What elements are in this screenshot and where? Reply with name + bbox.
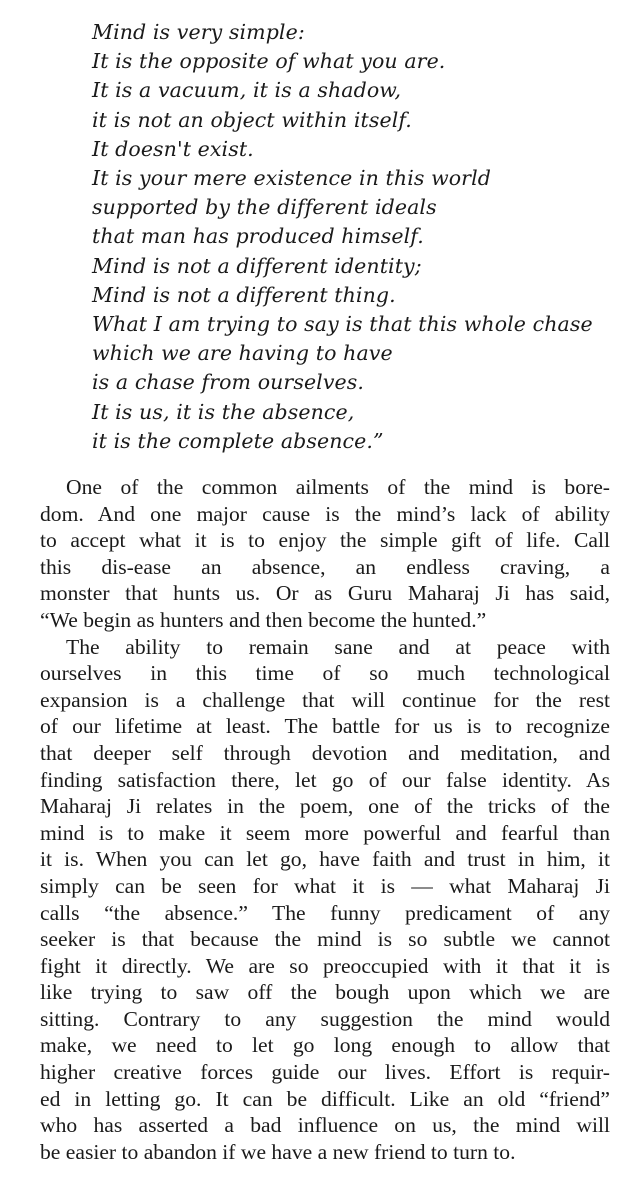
poem-line: What I am trying to say is that this whole chase	[92, 312, 593, 337]
poem-line: It doesn't exist.	[92, 136, 254, 161]
poem-line: Mind is very simple:	[92, 20, 305, 44]
paragraph-1	[40, 474, 610, 634]
text-line: simply can be seen for what it is — what Maharaj Ji	[40, 873, 610, 898]
text-line: monster that hunts us. Or as Guru Maharaj Ji has said,	[40, 581, 610, 606]
text-line: it is. When you can let go, have faith and trust in him, it	[40, 847, 610, 872]
poem-line: it is not an object within itself.	[92, 107, 412, 132]
poem-block	[92, 18, 632, 456]
poem-line: It is your mere existence in this world	[92, 166, 491, 191]
text-line: to accept what it is to enjoy the simple gift of life. Call	[40, 528, 610, 553]
text-line: fight it directly. We are so preoccupied with it that it is	[40, 953, 610, 978]
text-line: finding satisfaction there, let go of our false identity. As	[40, 767, 610, 792]
text-line: sitting. Contrary to any suggestion the mind would	[40, 1006, 610, 1031]
text-line: who has asserted a bad influence on us, the mind will	[40, 1113, 610, 1138]
text-line: calls “the absence.” The funny predicament of any	[40, 900, 610, 925]
text-line: that deeper self through devotion and meditation, and	[40, 740, 610, 765]
paragraph-2	[40, 634, 610, 1166]
poem-line: It is the opposite of what you are.	[92, 49, 446, 74]
text-line: mind is to make it seem more powerful and fearful than	[40, 820, 610, 845]
text-line: expansion is a challenge that will continue for the rest	[40, 687, 610, 712]
poem-line: It is us, it is the absence,	[92, 399, 355, 424]
poem-line: supported by the different ideals	[92, 195, 437, 220]
poem-line: It is a vacuum, it is a shadow,	[92, 78, 402, 103]
poem-line: that man has produced himself.	[92, 224, 424, 249]
poem-line: Mind is not a different thing.	[92, 282, 396, 307]
text-line: seeker is that because the mind is so subtle we cannot	[40, 927, 610, 952]
text-line: be easier to abandon if we have a new friend to turn to.	[40, 1139, 516, 1164]
text-line: ourselves in this time of so much technological	[40, 661, 610, 686]
text-line: “We begin as hunters and then become the hunted.”	[40, 607, 487, 632]
text-line: dom. And one major cause is the mind’s lack of ability	[40, 501, 610, 526]
poem-line: it is the complete absence.”	[92, 428, 384, 453]
text-line: higher creative forces guide our lives. Effort is requir-	[40, 1060, 610, 1085]
text-line: of our lifetime at least. The battle for us is to recognize	[40, 714, 610, 739]
poem-line: Mind is not a different identity;	[92, 253, 422, 278]
prose-body	[40, 474, 610, 1165]
text-line: One of the common ailments of the mind is bore-	[66, 475, 610, 499]
text-line: ed in letting go. It can be difficult. Like an old “friend”	[40, 1086, 610, 1111]
text-line: make, we need to let go long enough to allow that	[40, 1033, 610, 1058]
text-line: like trying to saw off the bough upon which we are	[40, 980, 610, 1005]
text-line: this dis-ease an absence, an endless craving, a	[40, 554, 610, 579]
poem-line: is a chase from ourselves.	[92, 370, 364, 395]
text-line: The ability to remain sane and at peace with	[66, 634, 610, 659]
text-line: Maharaj Ji relates in the poem, one of the tricks of the	[40, 794, 610, 819]
poem-line: which we are having to have	[92, 341, 393, 366]
